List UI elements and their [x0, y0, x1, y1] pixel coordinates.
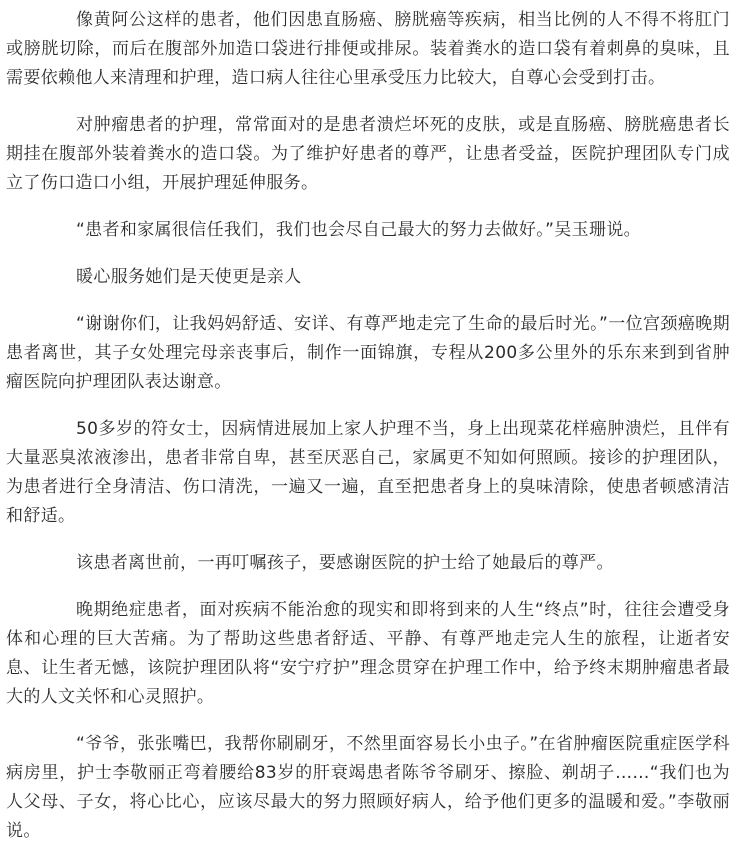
paragraph-patients-stoma: 像黄阿公这样的患者，他们因患直肠癌、膀胱癌等疾病，相当比例的人不得不将肛门或膀胱切除，而后在腹部外加造口袋进行排便或排尿。装着粪水的造口袋有着刺鼻的臭味，且需要依赖他人来清理和护理，造口病人往往心里承受压力比较大，自尊心会受到打击。 — [6, 10, 730, 88]
section-heading: 暖心服务她们是天使更是亲人 — [76, 267, 302, 287]
paragraph-thanks-banner: “谢谢你们，让我妈妈舒适、安详、有尊严地走完了生命的最后时光。”一位宫颈癌晚期患者离世，其子女处理完母亲丧事后，制作一面锦旗，专程从200多公里外的乐东来到到省肿瘤医院向护理团队表达谢意。 — [6, 314, 730, 392]
paragraph-tumor-care: 对肿瘤患者的护理，常常面对的是患者溃烂坏死的皮肤，或是直肠癌、膀胱癌患者长期挂在腹部外装着粪水的造口袋。为了维护好患者的尊严，让患者受益，医院护理团队专门成立了伤口造口小组，开展护理延伸服务。 — [6, 115, 730, 193]
paragraph-dignity: 该患者离世前，一再叮嘱孩子，要感谢医院的护士给了她最后的尊严。 — [76, 553, 614, 573]
paragraph-hospice-care: 晚期绝症患者，面对疾病不能治愈的现实和即将到来的人生“终点”时，往往会遭受身体和心理的巨大苦痛。为了帮助这些患者舒适、平静、有尊严地走完人生的旅程，让逝者安息、让生者无憾，该院护理团队将“安宁疗护”理念贯穿在护理工作中，给予终末期肿瘤患者最大的人文关怀和心灵照护。 — [6, 600, 730, 707]
paragraph-nurse-li: “爷爷，张张嘴巴，我帮你刷刷牙，不然里面容易长小虫子。”在省肿瘤医院重症医学科病房里，护士李敬丽正弯着腰给83岁的肝衰竭患者陈爷爷刷牙、擦脸、剃胡子……“我们也为人父母、子女，将心比心，应该尽最大的努力照顾好病人，给予他们更多的温暖和爱。”李敬丽说。 — [6, 734, 730, 841]
paragraph-ms-fu: 50多岁的符女士，因病情进展加上家人护理不当，身上出现菜花样癌肿溃烂，且伴有大量恶臭浓液渗出，患者非常自卑，甚至厌恶自己，家属更不知如何照顾。接诊的护理团队，为患者进行全身清洁、伤口清洗，一遍又一遍，直至把患者身上的臭味清除，使患者顿感清洁和舒适。 — [6, 419, 730, 526]
paragraph-quote-wu: “患者和家属很信任我们，我们也会尽自己最大的努力去做好。”吴玉珊说。 — [76, 220, 642, 240]
